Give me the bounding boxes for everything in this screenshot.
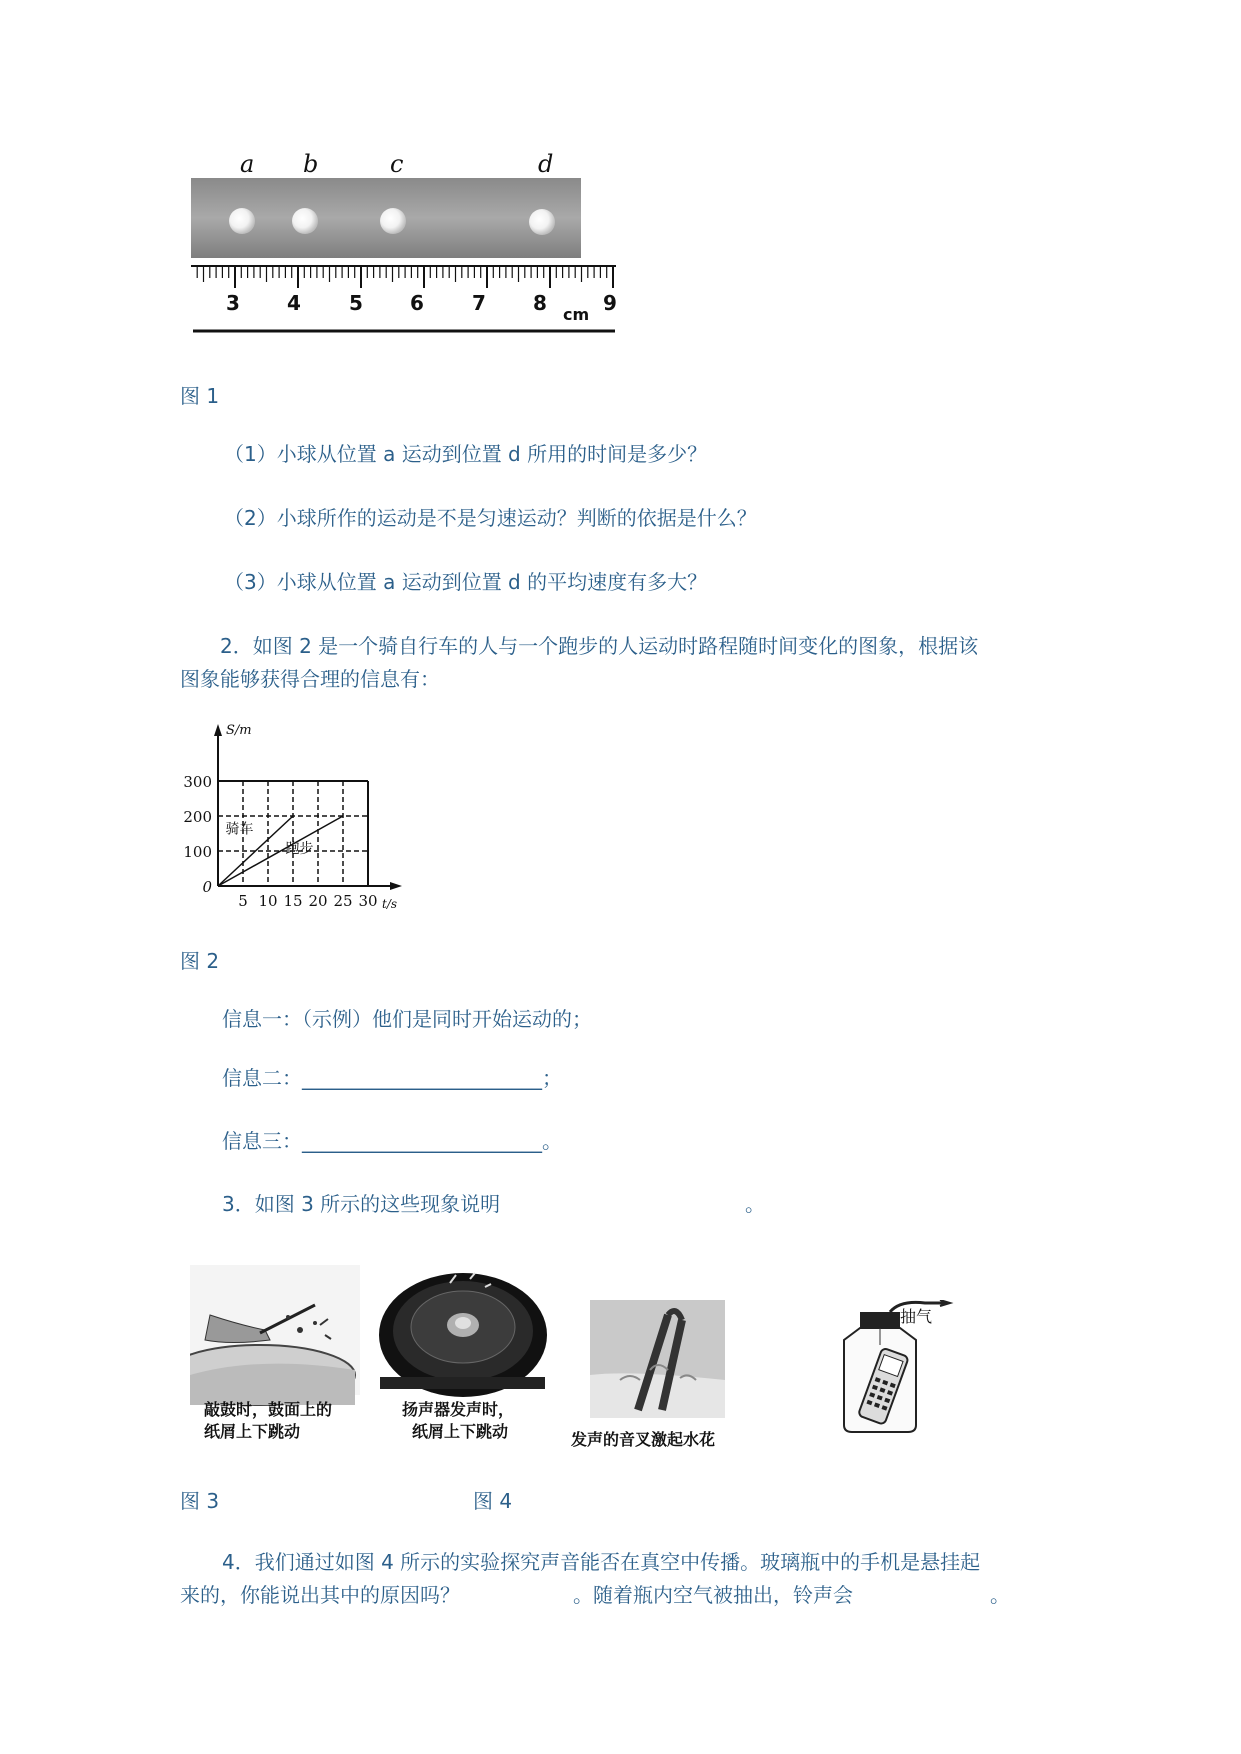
tuning-fork-caption: 发声的音叉激起水花: [571, 1430, 716, 1449]
question-3-text: 3．如图 3 所示的这些现象说明: [222, 1192, 501, 1216]
question-1-item-1: （1）小球从位置 a 运动到位置 d 所用的时间是多少？: [224, 442, 708, 466]
info-2: 信息二：________________________；: [222, 1066, 562, 1090]
y-axis-label: S/m: [226, 723, 252, 738]
ball-label-a: a: [240, 150, 255, 178]
ball-label-c: c: [390, 150, 404, 178]
x-axis-label: t/s: [382, 897, 398, 911]
ball-label-d: d: [538, 150, 554, 178]
question-2-line-1: 2．如图 2 是一个骑自行车的人与一个跑步的人运动时路程随时间变化的图象，根据该: [220, 634, 979, 658]
ruler-photo: [185, 148, 625, 338]
figure-2-caption: 图 2: [180, 949, 220, 973]
question-1-item-2: （2）小球所作的运动是不是匀速运动？判断的依据是什么？: [224, 506, 757, 530]
x-axis-arrow: [390, 882, 402, 890]
y-tick-label: 300: [183, 773, 212, 791]
x-tick-label: 5: [238, 892, 248, 910]
vacuum-bottle-picture: [830, 1300, 955, 1440]
y-tick-label: 100: [183, 843, 212, 861]
ruler-number-5: 5: [349, 291, 363, 315]
speaker-caption-line-1: 扬声器发声时，: [402, 1400, 515, 1419]
series-label-2: 跑步: [285, 840, 314, 857]
ruler-number-9: 9: [603, 291, 617, 315]
x-tick-label: 15: [283, 892, 303, 910]
ruler-ticks: [197, 266, 613, 288]
info-3: 信息三：________________________。: [222, 1129, 562, 1153]
y-axis-arrow: [214, 724, 222, 736]
question-4-line-2c: 。: [990, 1583, 1010, 1607]
x-tick-label: 25: [333, 892, 353, 910]
figure-1-caption: 图 1: [180, 384, 220, 408]
figure-1: [185, 148, 625, 338]
ruler-number-7: 7: [472, 291, 486, 315]
series-label-1: 骑车: [225, 821, 254, 838]
drum-caption-line-1: 敲鼓时，鼓面上的: [204, 1400, 333, 1419]
figure-2-chart: [182, 716, 442, 916]
speaker-caption-line-2: 纸屑上下跳动: [412, 1422, 509, 1441]
y-tick-label: 0: [202, 878, 212, 896]
ruler-number-4: 4: [287, 291, 301, 315]
ball-a: [229, 208, 255, 234]
pump-out-label: 抽气: [900, 1307, 933, 1326]
st-graph: [182, 716, 442, 916]
question-2-line-2: 图象能够获得合理的信息有：: [180, 667, 440, 691]
y-tick-label: 200: [183, 808, 212, 826]
ball-label-b: b: [303, 150, 319, 178]
question-4-line-2b: 。随着瓶内空气被抽出，铃声会: [573, 1583, 853, 1607]
question-3-end: 。: [745, 1192, 765, 1216]
question-4-line-1: 4．我们通过如图 4 所示的实验探究声音能否在真空中传播。玻璃瓶中的手机是悬挂起: [222, 1550, 981, 1574]
x-tick-label: 30: [358, 892, 378, 910]
question-4-line-2a: 来的，你能说出其中的原因吗？: [180, 1583, 460, 1607]
ball-d: [529, 209, 555, 235]
figure-4-caption: 图 4: [473, 1489, 513, 1513]
ball-b: [292, 208, 318, 234]
drum-caption-line-2: 纸屑上下跳动: [204, 1422, 301, 1441]
figure-3-caption: 图 3: [180, 1489, 220, 1513]
x-tick-label: 10: [258, 892, 278, 910]
ruler-number-8: 8: [533, 291, 547, 315]
speaker-picture: [375, 1265, 550, 1400]
question-1-item-3: （3）小球从位置 a 运动到位置 d 的平均速度有多大？: [224, 570, 708, 594]
ball-c: [380, 208, 406, 234]
figure-3-pictures: [190, 1265, 950, 1455]
tuning-fork-picture: [590, 1300, 730, 1420]
ruler-unit: cm: [563, 305, 590, 324]
ruler-number-6: 6: [410, 291, 424, 315]
ruler-number-3: 3: [226, 291, 240, 315]
x-tick-label: 20: [308, 892, 328, 910]
info-1: 信息一：（示例）他们是同时开始运动的；: [222, 1007, 592, 1031]
